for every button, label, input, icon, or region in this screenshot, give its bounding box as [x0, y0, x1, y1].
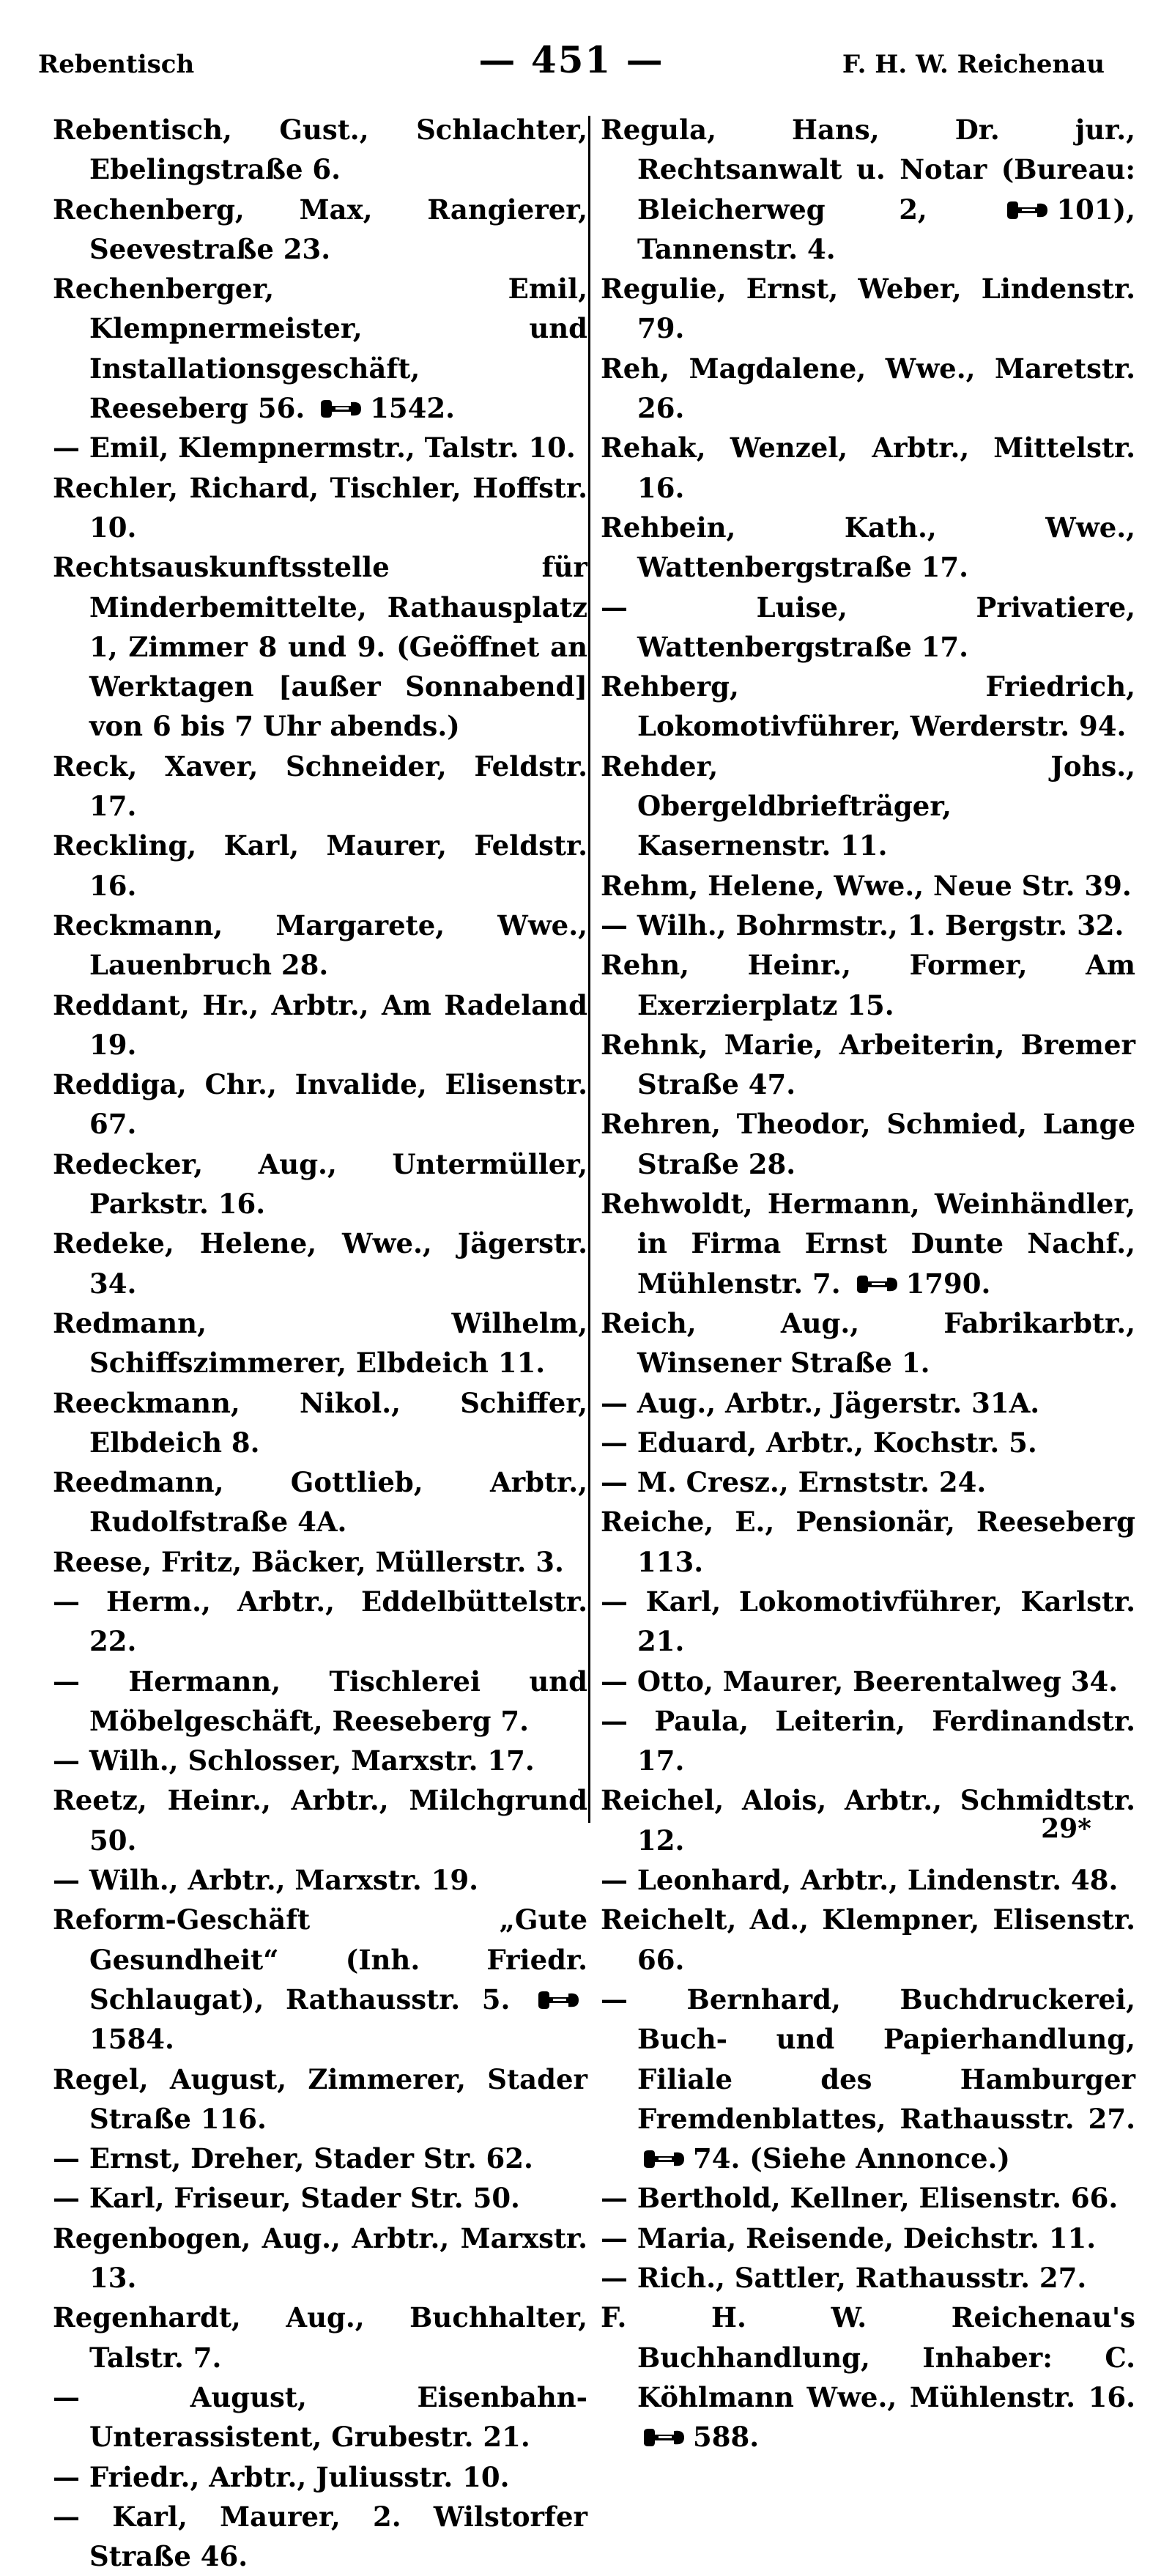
directory-entry — [601, 349, 1135, 429]
directory-entry — [53, 2497, 587, 2576]
entry-text: — M. Cresz., Ernststr. 24. — [601, 1466, 987, 1499]
entry-text: Redecker, Aug., Untermüller, Parkstr. 16. — [53, 1147, 587, 1221]
left-column — [53, 110, 587, 2576]
directory-entry — [601, 945, 1135, 1025]
directory-entry — [601, 428, 1135, 508]
directory-entry — [53, 2218, 587, 2298]
entry-text: Regenhardt, Aug., Buchhalter, Talstr. 7. — [53, 2301, 587, 2374]
entry-text: — Wilh., Arbtr., Marxstr. 19. — [53, 1864, 478, 1897]
entry-text: Rehbein, Kath., Wwe., Wattenbergstraße 17. — [601, 511, 1135, 584]
directory-entry — [601, 269, 1135, 349]
entry-text: Regel, August, Zimmerer, Stader Straße 116. — [53, 2062, 587, 2135]
directory-entry — [53, 1900, 587, 2059]
running-head-right: F. H. W. Reichenau — [842, 50, 1105, 79]
directory-entry — [601, 1184, 1135, 1303]
entry-text: Reddiga, Chr., Invalide, Elisenstr. 67. — [53, 1068, 587, 1141]
entry-text: — Aug., Arbtr., Jägerstr. 31A. — [601, 1386, 1040, 1419]
entry-text: — Friedr., Arbtr., Juliusstr. 10. — [53, 2460, 510, 2493]
entry-text: Reckmann, Margarete, Wwe., Lauenbruch 28. — [53, 908, 587, 982]
entry-text: — Emil, Klempnermstr., Talstr. 10. — [53, 432, 576, 465]
directory-entry — [53, 1303, 587, 1383]
directory-entry — [53, 190, 587, 270]
entry-text: Rehnk, Marie, Arbeiterin, Bremer Straße 47. — [601, 1028, 1135, 1101]
directory-entry — [601, 1502, 1135, 1582]
entry-text: Reese, Fritz, Bäcker, Müllerstr. 3. — [53, 1545, 564, 1578]
directory-entry — [53, 547, 587, 746]
directory-entry — [601, 2178, 1135, 2218]
directory-entry — [601, 588, 1135, 667]
directory-entry — [601, 1462, 1135, 1502]
phone-number: 1584. — [89, 2023, 174, 2056]
entry-text: — Leonhard, Arbtr., Lindenstr. 48. — [601, 1864, 1119, 1897]
entry-text: Reichel, Alois, Arbtr., Schmidtstr. 12. — [601, 1784, 1135, 1857]
entry-text: Reh, Magdalene, Wwe., Maretstr. 26. — [601, 352, 1135, 425]
directory-entry — [53, 1582, 587, 1662]
entry-text: Reich, Aug., Fabrikarbtr., Winsener Straße 1. — [601, 1306, 1135, 1380]
entry-text: — Karl, Lokomotivführer, Karlstr. 21. — [601, 1585, 1135, 1658]
directory-entry — [601, 2298, 1135, 2457]
entry-text: — Ernst, Dreher, Stader Str. 62. — [53, 2142, 533, 2175]
entry-text: — Karl, Friseur, Stader Str. 50. — [53, 2182, 520, 2215]
entry-text: Reetz, Heinr., Arbtr., Milchgrund 50. — [53, 1784, 587, 1857]
entry-text: Regenbogen, Aug., Arbtr., Marxstr. 13. — [53, 2221, 587, 2295]
entry-text: Redeke, Helene, Wwe., Jägerstr. 34. — [53, 1227, 587, 1300]
directory-entry — [53, 1780, 587, 1860]
entry-text: Rechenberger, Emil, Klempnermeister, und Installationsgeschäft, Reeseberg 56. — [53, 273, 587, 425]
directory-entry — [601, 1423, 1135, 1462]
entry-text: — Wilh., Bohrmstr., 1. Bergstr. 32. — [601, 908, 1124, 941]
directory-entry — [53, 1065, 587, 1144]
entry-text: Regulie, Ernst, Weber, Lindenstr. 79. — [601, 273, 1135, 345]
directory-entry — [53, 269, 587, 428]
phone-number: 588. — [693, 2421, 760, 2454]
directory-entry — [601, 1980, 1135, 2178]
entry-text: — Luise, Privatiere, Wattenbergstraße 17. — [601, 591, 1135, 663]
entry-text: Rehn, Heinr., Former, Am Exerzierplatz 15. — [601, 949, 1135, 1021]
phone-number: 1542. — [370, 392, 455, 425]
entry-text: — Bernhard, Buchdruckerei, Buch- und Papierhandlung, Filiale des Hamburger Fremdenblattes, Rathausstr. 27. — [601, 1983, 1135, 2135]
directory-entry — [601, 1860, 1135, 1900]
directory-entry — [53, 110, 587, 190]
telephone-handset-icon — [536, 1989, 580, 2011]
directory-entry — [53, 1662, 587, 1742]
entry-text: Regula, Hans, Dr. jur., Rechtsanwalt u. Notar (Bureau: Bleicherweg 2, — [601, 114, 1135, 226]
column-divider — [588, 116, 590, 1823]
directory-entry — [601, 866, 1135, 906]
directory-entry — [53, 1741, 587, 1780]
entry-text: — Eduard, Arbtr., Kochstr. 5. — [601, 1426, 1037, 1459]
entry-text: — Wilh., Schlosser, Marxstr. 17. — [53, 1744, 535, 1777]
directory-entry — [53, 1462, 587, 1542]
directory-entry — [601, 2258, 1135, 2298]
directory-entry — [601, 1900, 1135, 1980]
entry-text: Rehm, Helene, Wwe., Neue Str. 39. — [601, 869, 1132, 902]
entry-text: — Berthold, Kellner, Elisenstr. 66. — [601, 2182, 1119, 2215]
entry-text: Rehak, Wenzel, Arbtr., Mittelstr. 16. — [601, 432, 1135, 504]
directory-entry — [53, 985, 587, 1065]
phone-number: 74. (Siehe Annonce.) — [693, 2142, 1010, 2175]
directory-entry — [601, 1582, 1135, 1662]
phone-number: 101), Tannenstr. 4. — [637, 193, 1135, 265]
entry-text: Reichelt, Ad., Klempner, Elisenstr. 66. — [601, 1903, 1135, 1976]
entry-text: Reck, Xaver, Schneider, Feldstr. 17. — [53, 750, 587, 823]
directory-entry — [601, 110, 1135, 269]
entry-text: Rechler, Richard, Tischler, Hoffstr. 10. — [53, 471, 587, 544]
entry-text: Rehwoldt, Hermann, Weinhändler, in Firma Ernst Dunte Nachf., Mühlenstr. 7. — [601, 1188, 1135, 1300]
entry-text: — Karl, Maurer, 2. Wilstorfer Straße 46. — [53, 2500, 587, 2573]
directory-entry — [53, 2457, 587, 2497]
entry-text: — Hermann, Tischlerei und Möbelgeschäft, Reeseberg 7. — [53, 1665, 587, 1737]
phone-number: 1790. — [905, 1267, 991, 1300]
directory-entry — [53, 1224, 587, 1303]
entry-text: Reedmann, Gottlieb, Arbtr., Rudolfstraße 4A. — [53, 1466, 587, 1539]
directory-entry — [53, 1542, 587, 1582]
directory-entry — [53, 2178, 587, 2218]
directory-entry — [53, 2377, 587, 2457]
telephone-handset-icon — [642, 2427, 686, 2449]
directory-entry — [53, 906, 587, 985]
directory-entry — [601, 906, 1135, 945]
directory-entry — [53, 1144, 587, 1224]
entry-text: Rechtsauskunftsstelle für Minderbemittelte, Rathausplatz 1, Zimmer 8 und 9. (Geöffnet an Werktagen [außer Sonnabend] von 6 bis 7 Uhr abends.) — [53, 551, 587, 743]
page-number: — 451 — — [478, 38, 664, 81]
telephone-handset-icon — [855, 1273, 899, 1295]
telephone-handset-icon — [1005, 199, 1049, 221]
entry-text: Reform-Geschäft „Gute Gesundheit“ (Inh. Friedr. Schlaugat), Rathausstr. 5. — [53, 1903, 587, 2016]
entry-text: Reiche, E., Pensionär, Reeseberg 113. — [601, 1506, 1135, 1578]
entry-text: Rechenberg, Max, Rangierer, Seevestraße 23. — [53, 193, 587, 265]
directory-entry — [601, 1104, 1135, 1184]
entry-text: — August, Eisenbahn-Unterassistent, Grubestr. 21. — [53, 2380, 587, 2454]
entry-text: — Otto, Maurer, Beerentalweg 34. — [601, 1665, 1119, 1698]
entry-text: Rehberg, Friedrich, Lokomotivführer, Werderstr. 94. — [601, 670, 1135, 743]
directory-entry — [601, 1701, 1135, 1781]
entry-text: — Paula, Leiterin, Ferdinandstr. 17. — [601, 1704, 1135, 1777]
telephone-handset-icon — [642, 2148, 686, 2170]
entry-text: Rehder, Johs., Obergeldbriefträger, Kasernenstr. 11. — [601, 750, 1135, 862]
directory-entry — [601, 667, 1135, 747]
directory-entry — [601, 1662, 1135, 1701]
directory-entry — [601, 2218, 1135, 2258]
directory-entry — [601, 1025, 1135, 1105]
entry-text: Rebentisch, Gust., Schlachter, Ebelingstraße 6. — [53, 114, 587, 186]
entry-text: F. H. W. Reichenau's Buchhandlung, Inhaber: C. Köhlmann Wwe., Mühlenstr. 16. — [601, 2301, 1135, 2413]
directory-entry — [53, 2059, 587, 2139]
directory-entry — [601, 508, 1135, 588]
directory-entry — [53, 747, 587, 826]
entry-text: Redmann, Wilhelm, Schiffszimmerer, Elbdeich 11. — [53, 1306, 587, 1380]
entry-text: — Herm., Arbtr., Eddelbüttelstr. 22. — [53, 1585, 587, 1658]
directory-entry — [601, 1383, 1135, 1423]
entry-text: — Maria, Reisende, Deichstr. 11. — [601, 2221, 1097, 2254]
entry-text: Reckling, Karl, Maurer, Feldstr. 16. — [53, 829, 587, 902]
entry-text: Reeckmann, Nikol., Schiffer, Elbdeich 8. — [53, 1386, 587, 1459]
entry-text: Rehren, Theodor, Schmied, Lange Straße 28. — [601, 1108, 1135, 1180]
directory-entry — [53, 2139, 587, 2178]
directory-entry — [601, 747, 1135, 866]
running-head-left: Rebentisch — [38, 50, 195, 79]
directory-entry — [53, 826, 587, 906]
entry-text: Reddant, Hr., Arbtr., Am Radeland 19. — [53, 988, 587, 1061]
directory-entry — [53, 428, 587, 467]
directory-entry — [53, 1860, 587, 1900]
directory-entry — [53, 2298, 587, 2377]
entry-text: — Rich., Sattler, Rathausstr. 27. — [601, 2262, 1087, 2295]
signature-mark: 29* — [1041, 1813, 1091, 1844]
directory-entry — [601, 1303, 1135, 1383]
directory-entry — [53, 1383, 587, 1463]
page-header — [38, 38, 1105, 89]
telephone-handset-icon — [319, 398, 363, 420]
directory-entry — [53, 468, 587, 548]
right-column — [601, 110, 1135, 2457]
